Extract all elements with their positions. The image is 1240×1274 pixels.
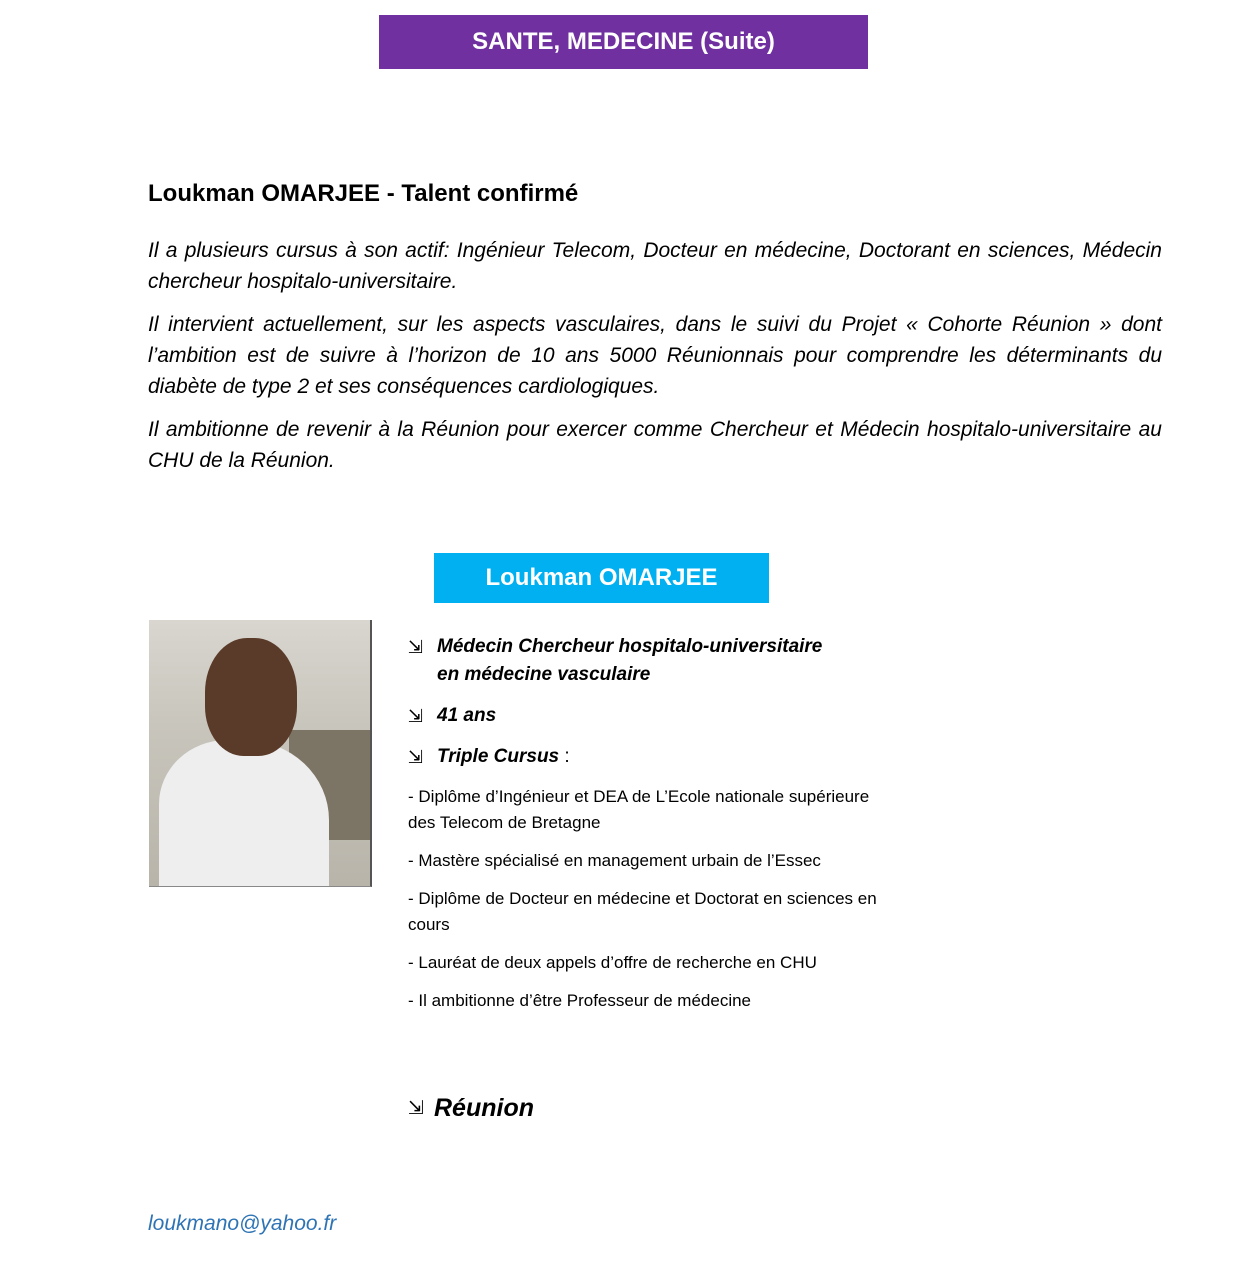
age-text: 41 ans	[437, 705, 497, 726]
profile-heading: Loukman OMARJEE - Talent confirmé	[148, 180, 579, 207]
portrait-photo	[149, 620, 372, 887]
list-item: - Il ambitionne d’être Professeur de médecine	[408, 991, 752, 1010]
intro-paragraph: Il a plusieurs cursus à son actif: Ingénieur Telecom, Docteur en médecine, Doctorant en sciences, Médecin chercheur hospitalo-universitaire.	[148, 239, 1162, 293]
list-item: - Diplôme de Docteur en médecine et Doctorat en sciences en cours	[408, 889, 877, 934]
arrow-down-right-icon: ⇲	[408, 747, 424, 767]
role-bullet	[408, 633, 878, 689]
region-text: Réunion	[434, 1094, 534, 1122]
intro-text	[148, 235, 1162, 488]
list-item: - Lauréat de deux appels d’offre de recherche en CHU	[408, 953, 817, 972]
email-link[interactable]: loukmano@yahoo.fr	[148, 1212, 337, 1235]
arrow-down-right-icon: ⇲	[408, 637, 424, 657]
list-item: - Mastère spécialisé en management urbain de l’Essec	[408, 851, 821, 870]
name-badge: Loukman OMARJEE	[434, 553, 769, 603]
cursus-colon: :	[559, 746, 570, 767]
arrow-down-right-icon: ⇲	[408, 1098, 424, 1119]
role-line: en médecine vasculaire	[437, 664, 651, 685]
cursus-bullet	[408, 743, 878, 771]
arrow-down-right-icon: ⇲	[408, 706, 424, 726]
intro-paragraph: Il ambitionne de revenir à la Réunion pour exercer comme Chercheur et Médecin hospitalo-universitaire au CHU de la Réunion.	[148, 418, 1162, 472]
cursus-label: Triple Cursus	[437, 746, 560, 767]
profile-details	[408, 633, 878, 1026]
region-bullet	[408, 1094, 534, 1123]
role-line: Médecin Chercheur hospitalo-universitaire	[437, 636, 823, 657]
age-bullet	[408, 702, 878, 730]
list-item: - Diplôme d’Ingénieur et DEA de L’Ecole nationale supérieure des Telecom de Bretagne	[408, 787, 870, 832]
intro-paragraph: Il intervient actuellement, sur les aspects vasculaires, dans le suivi du Projet « Cohorte Réunion » dont l’ambition est de suivre à l’horizon de 10 ans 5000 Réunionnais pour comprendre les déterminants du diabète de type 2 et ses conséquences cardiologiques.	[148, 313, 1162, 398]
section-banner: SANTE, MEDECINE (Suite)	[379, 15, 868, 69]
